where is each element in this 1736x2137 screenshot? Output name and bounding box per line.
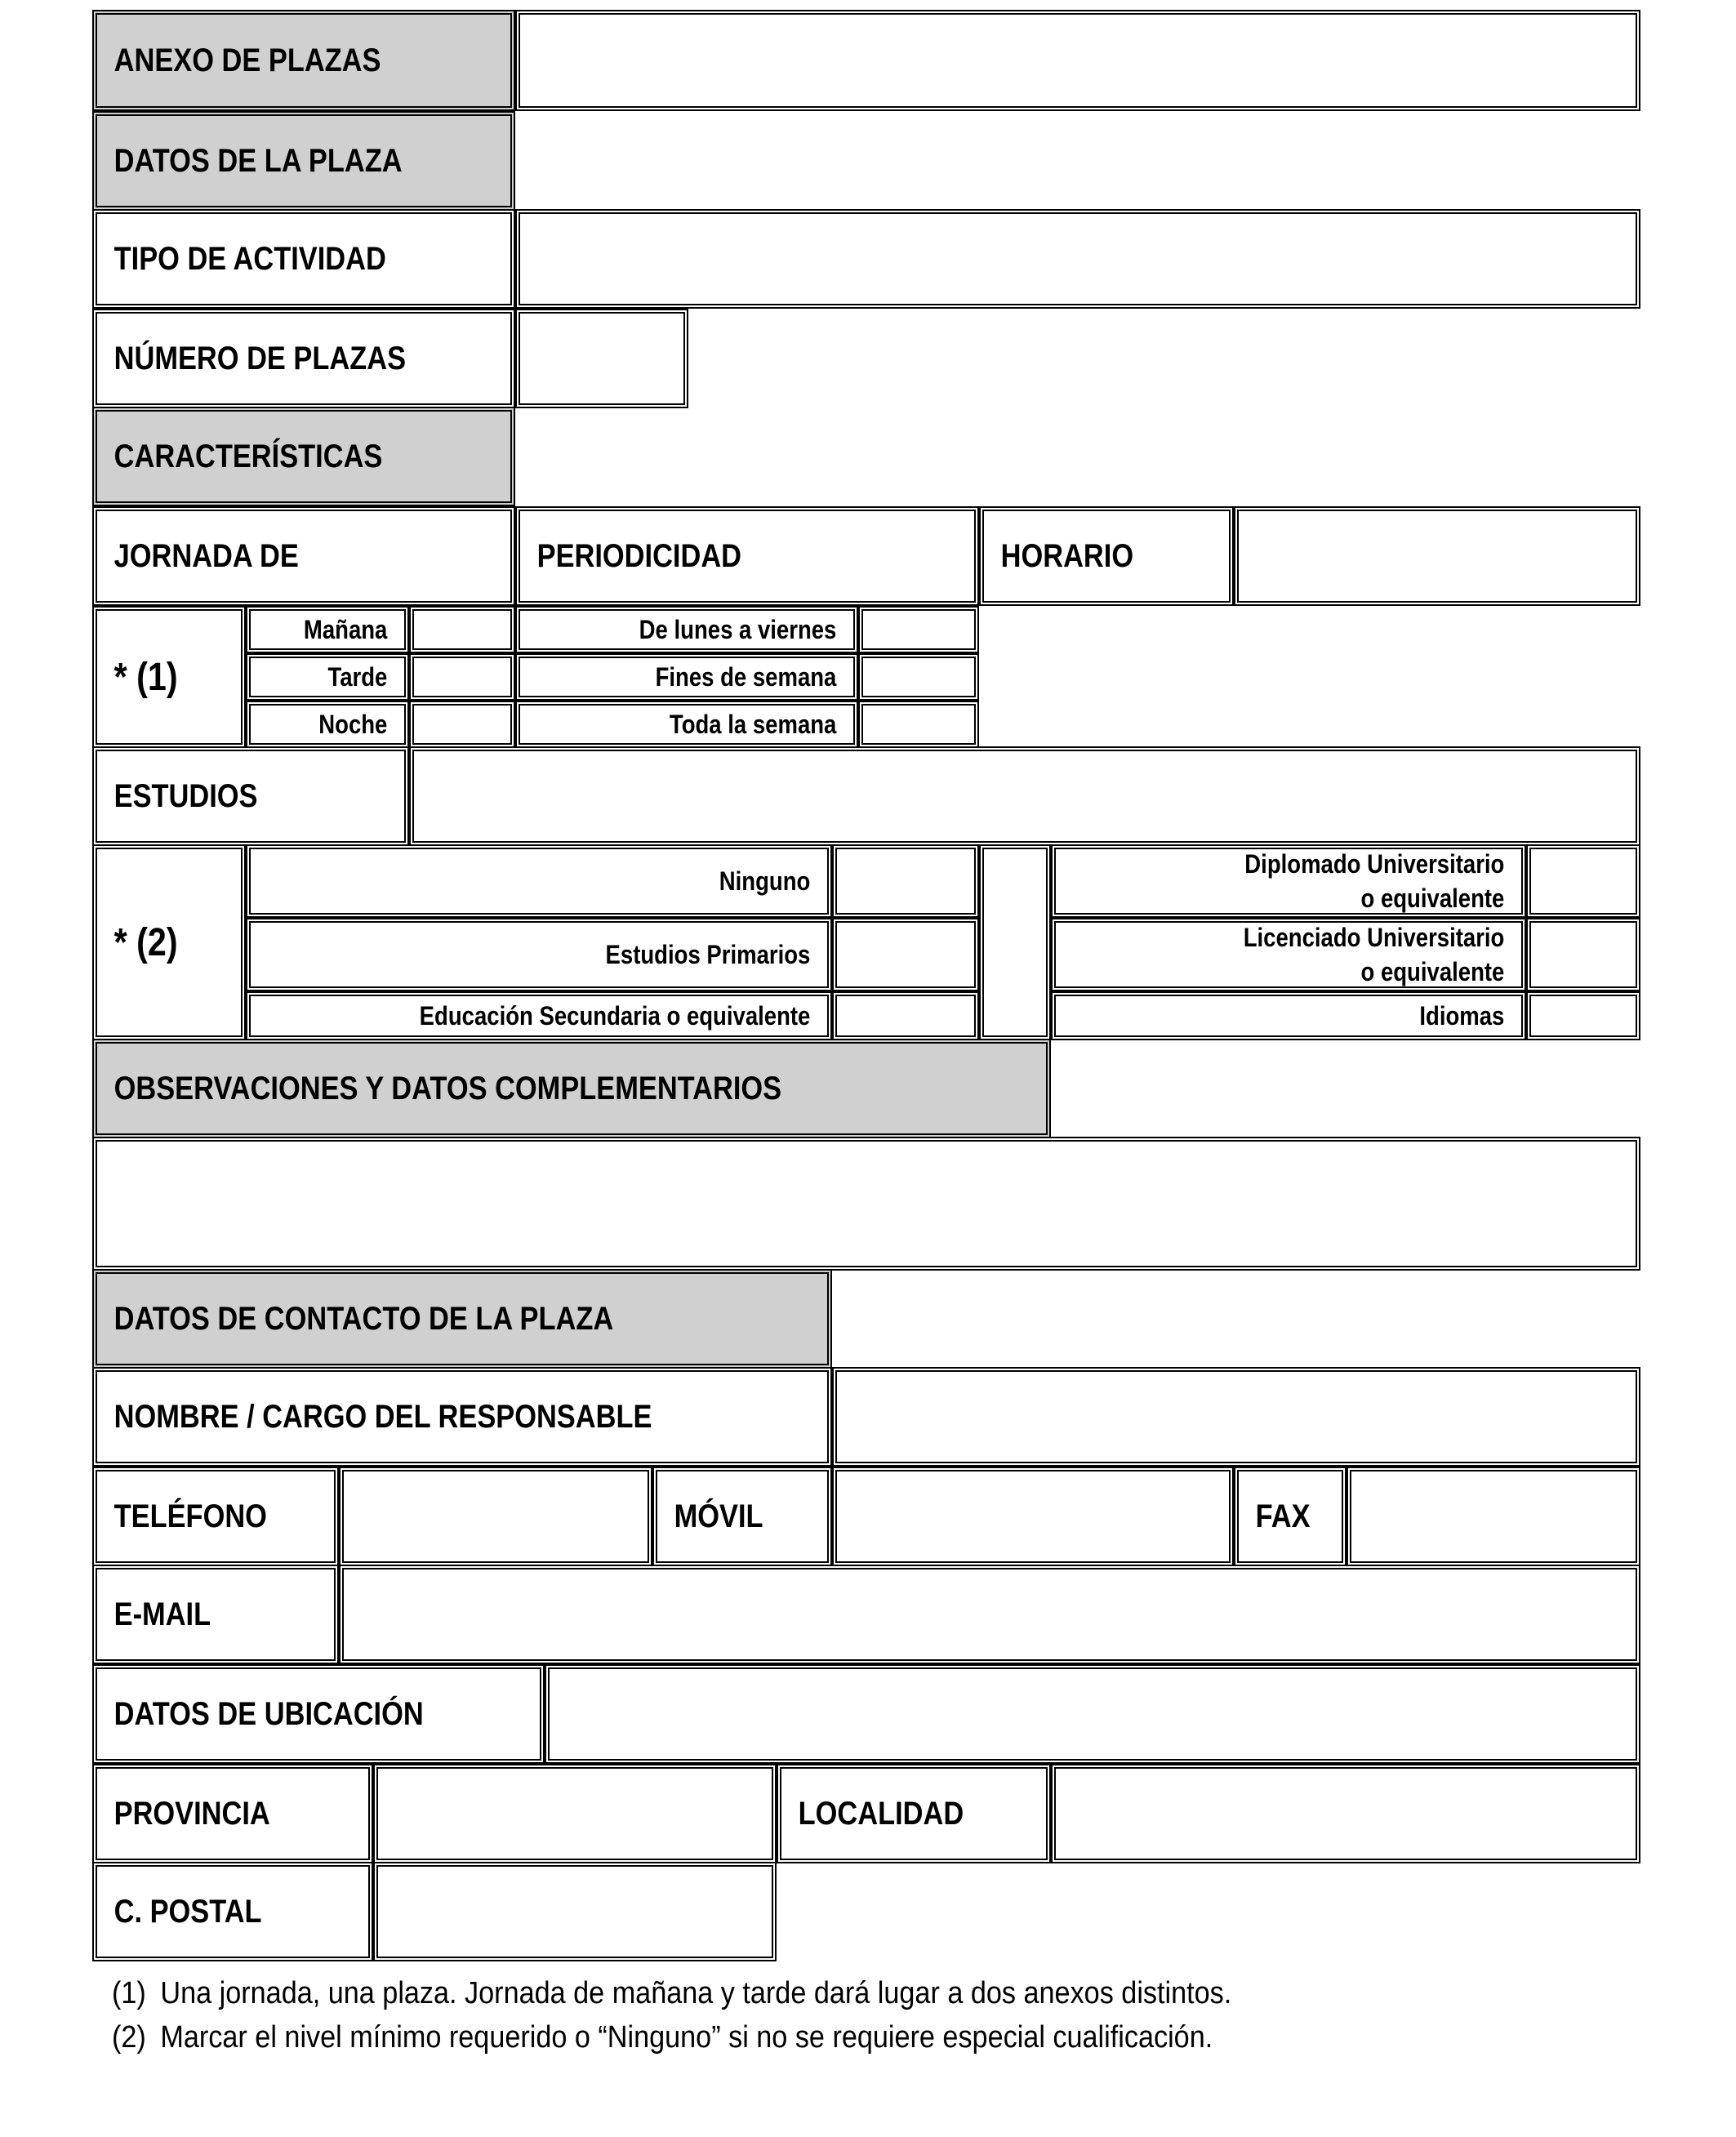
studies-marker-cell <box>92 844 246 1040</box>
periodicidad-checkbox-toda-semana[interactable] <box>858 701 979 748</box>
telefono-field[interactable] <box>339 1467 652 1566</box>
footnote-text: Una jornada, una plaza. Jornada de mañana y tarde dará lugar a dos anexos distintos. <box>160 1976 1232 2010</box>
fax-label: FAX <box>1255 1498 1311 1534</box>
studies-checkbox-primarios[interactable] <box>832 918 979 991</box>
footnote-text: Marcar el nivel mínimo requerido o “Ninguno” si no se requiere especial cualificación. <box>160 2020 1213 2055</box>
footnote-1 <box>112 1976 1231 2011</box>
periodicidad-checkbox-fines-semana[interactable] <box>858 653 979 701</box>
observaciones-title: OBSERVACIONES Y DATOS COMPLEMENTARIOS <box>114 1070 782 1106</box>
periodicidad-option-label: De lunes a viernes <box>639 615 837 644</box>
numero-plazas-label-cell <box>92 309 515 408</box>
responsable-field[interactable] <box>832 1367 1640 1467</box>
schedule-marker-cell <box>92 606 246 748</box>
studies-option-ninguno <box>246 844 832 918</box>
studies-option-label: Ninguno <box>719 866 811 896</box>
jornada-option-tarde <box>246 653 409 701</box>
fax-field[interactable] <box>1347 1467 1640 1566</box>
studies-option-diplomado <box>1051 844 1526 918</box>
fax-label-cell <box>1234 1467 1347 1566</box>
tipo-actividad-label: TIPO DE ACTIVIDAD <box>114 240 386 277</box>
periodicidad-checkbox-lunes-viernes[interactable] <box>858 606 979 653</box>
periodicidad-option-lunes-viernes <box>515 606 858 653</box>
provincia-label: PROVINCIA <box>114 1795 270 1832</box>
studies-option-label: Idiomas <box>1419 1001 1505 1031</box>
studies-marker: * (2) <box>114 920 178 964</box>
studies-checkbox-ninguno[interactable] <box>832 844 979 918</box>
caracteristicas-title: CARACTERÍSTICAS <box>114 438 383 474</box>
periodicidad-label: PERIODICIDAD <box>536 537 742 574</box>
postal-label-cell <box>92 1862 373 1961</box>
anexo-title: ANEXO DE PLAZAS <box>114 42 381 78</box>
estudios-label: ESTUDIOS <box>114 777 258 814</box>
horario-field[interactable] <box>1234 506 1640 606</box>
jornada-label-cell <box>92 506 515 606</box>
periodicidad-option-toda-semana <box>515 701 858 748</box>
jornada-label: JORNADA DE <box>114 537 299 574</box>
email-field[interactable] <box>339 1565 1640 1664</box>
studies-checkbox-secundaria[interactable] <box>832 991 979 1040</box>
jornada-checkbox-tarde[interactable] <box>409 653 515 701</box>
periodicidad-label-cell <box>515 506 979 606</box>
footnote-number: (1) <box>112 1976 146 2010</box>
datos-plaza-title: DATOS DE LA PLAZA <box>114 142 403 179</box>
jornada-option-manana <box>246 606 409 653</box>
responsable-label: NOMBRE / CARGO DEL RESPONSABLE <box>114 1398 652 1435</box>
studies-option-label: Diplomado Universitario o equivalente <box>1244 849 1505 913</box>
footnote-number: (2) <box>112 2020 146 2055</box>
footnote-2 <box>112 2020 1213 2055</box>
numero-plazas-label: NÚMERO DE PLAZAS <box>114 340 407 376</box>
studies-option-idiomas <box>1051 991 1526 1040</box>
periodicidad-option-label: Toda la semana <box>669 710 837 739</box>
ubicacion-label-cell <box>92 1664 545 1764</box>
anexo-label-cell <box>92 10 515 111</box>
jornada-option-label: Noche <box>318 710 388 739</box>
studies-option-primarios <box>246 918 832 991</box>
postal-field[interactable] <box>373 1862 777 1961</box>
jornada-option-label: Mañana <box>303 615 388 644</box>
postal-label: C. POSTAL <box>114 1893 262 1930</box>
studies-option-label: Educación Secundaria o equivalente <box>419 1001 811 1031</box>
jornada-option-label: Tarde <box>327 662 388 692</box>
periodicidad-option-label: Fines de semana <box>655 662 837 692</box>
movil-label: MÓVIL <box>674 1498 763 1534</box>
studies-checkbox-diplomado[interactable] <box>1526 844 1640 918</box>
jornada-checkbox-noche[interactable] <box>409 701 515 748</box>
jornada-checkbox-manana[interactable] <box>409 606 515 653</box>
estudios-field[interactable] <box>409 746 1640 846</box>
studies-checkbox-licenciado[interactable] <box>1526 918 1640 991</box>
datos-plaza-label-cell <box>92 111 515 211</box>
observaciones-field[interactable] <box>92 1137 1640 1271</box>
studies-checkbox-idiomas[interactable] <box>1526 991 1640 1040</box>
estudios-label-cell <box>92 746 409 846</box>
horario-label-cell <box>979 506 1234 606</box>
tipo-actividad-label-cell <box>92 209 515 309</box>
localidad-field[interactable] <box>1051 1764 1640 1863</box>
horario-label: HORARIO <box>1000 537 1134 574</box>
responsable-label-cell <box>92 1367 832 1467</box>
localidad-label: LOCALIDAD <box>798 1795 964 1832</box>
email-label-cell <box>92 1565 339 1664</box>
jornada-option-noche <box>246 701 409 748</box>
contacto-title: DATOS DE CONTACTO DE LA PLAZA <box>114 1300 614 1337</box>
localidad-label-cell <box>777 1764 1051 1863</box>
observaciones-label-cell <box>92 1039 1051 1138</box>
anexo-field[interactable] <box>515 10 1640 111</box>
tipo-actividad-field[interactable] <box>515 209 1640 309</box>
contacto-label-cell <box>92 1269 832 1369</box>
telefono-label-cell <box>92 1467 339 1566</box>
periodicidad-option-fines-semana <box>515 653 858 701</box>
studies-option-label: Estudios Primarios <box>605 940 811 969</box>
movil-field[interactable] <box>832 1467 1234 1566</box>
email-label: E-MAIL <box>114 1596 211 1632</box>
provincia-label-cell <box>92 1764 373 1863</box>
telefono-label: TELÉFONO <box>114 1498 267 1534</box>
schedule-marker: * (1) <box>114 655 178 699</box>
ubicacion-field[interactable] <box>545 1664 1640 1764</box>
provincia-field[interactable] <box>373 1764 777 1863</box>
movil-label-cell <box>652 1467 832 1566</box>
studies-spacer <box>979 844 1051 1040</box>
caracteristicas-label-cell <box>92 407 515 506</box>
studies-option-secundaria <box>246 991 832 1040</box>
numero-plazas-field[interactable] <box>515 309 688 408</box>
studies-option-label: Licenciado Universitario o equivalente <box>1243 923 1505 986</box>
studies-option-licenciado <box>1051 918 1526 991</box>
ubicacion-label: DATOS DE UBICACIÓN <box>114 1695 424 1732</box>
